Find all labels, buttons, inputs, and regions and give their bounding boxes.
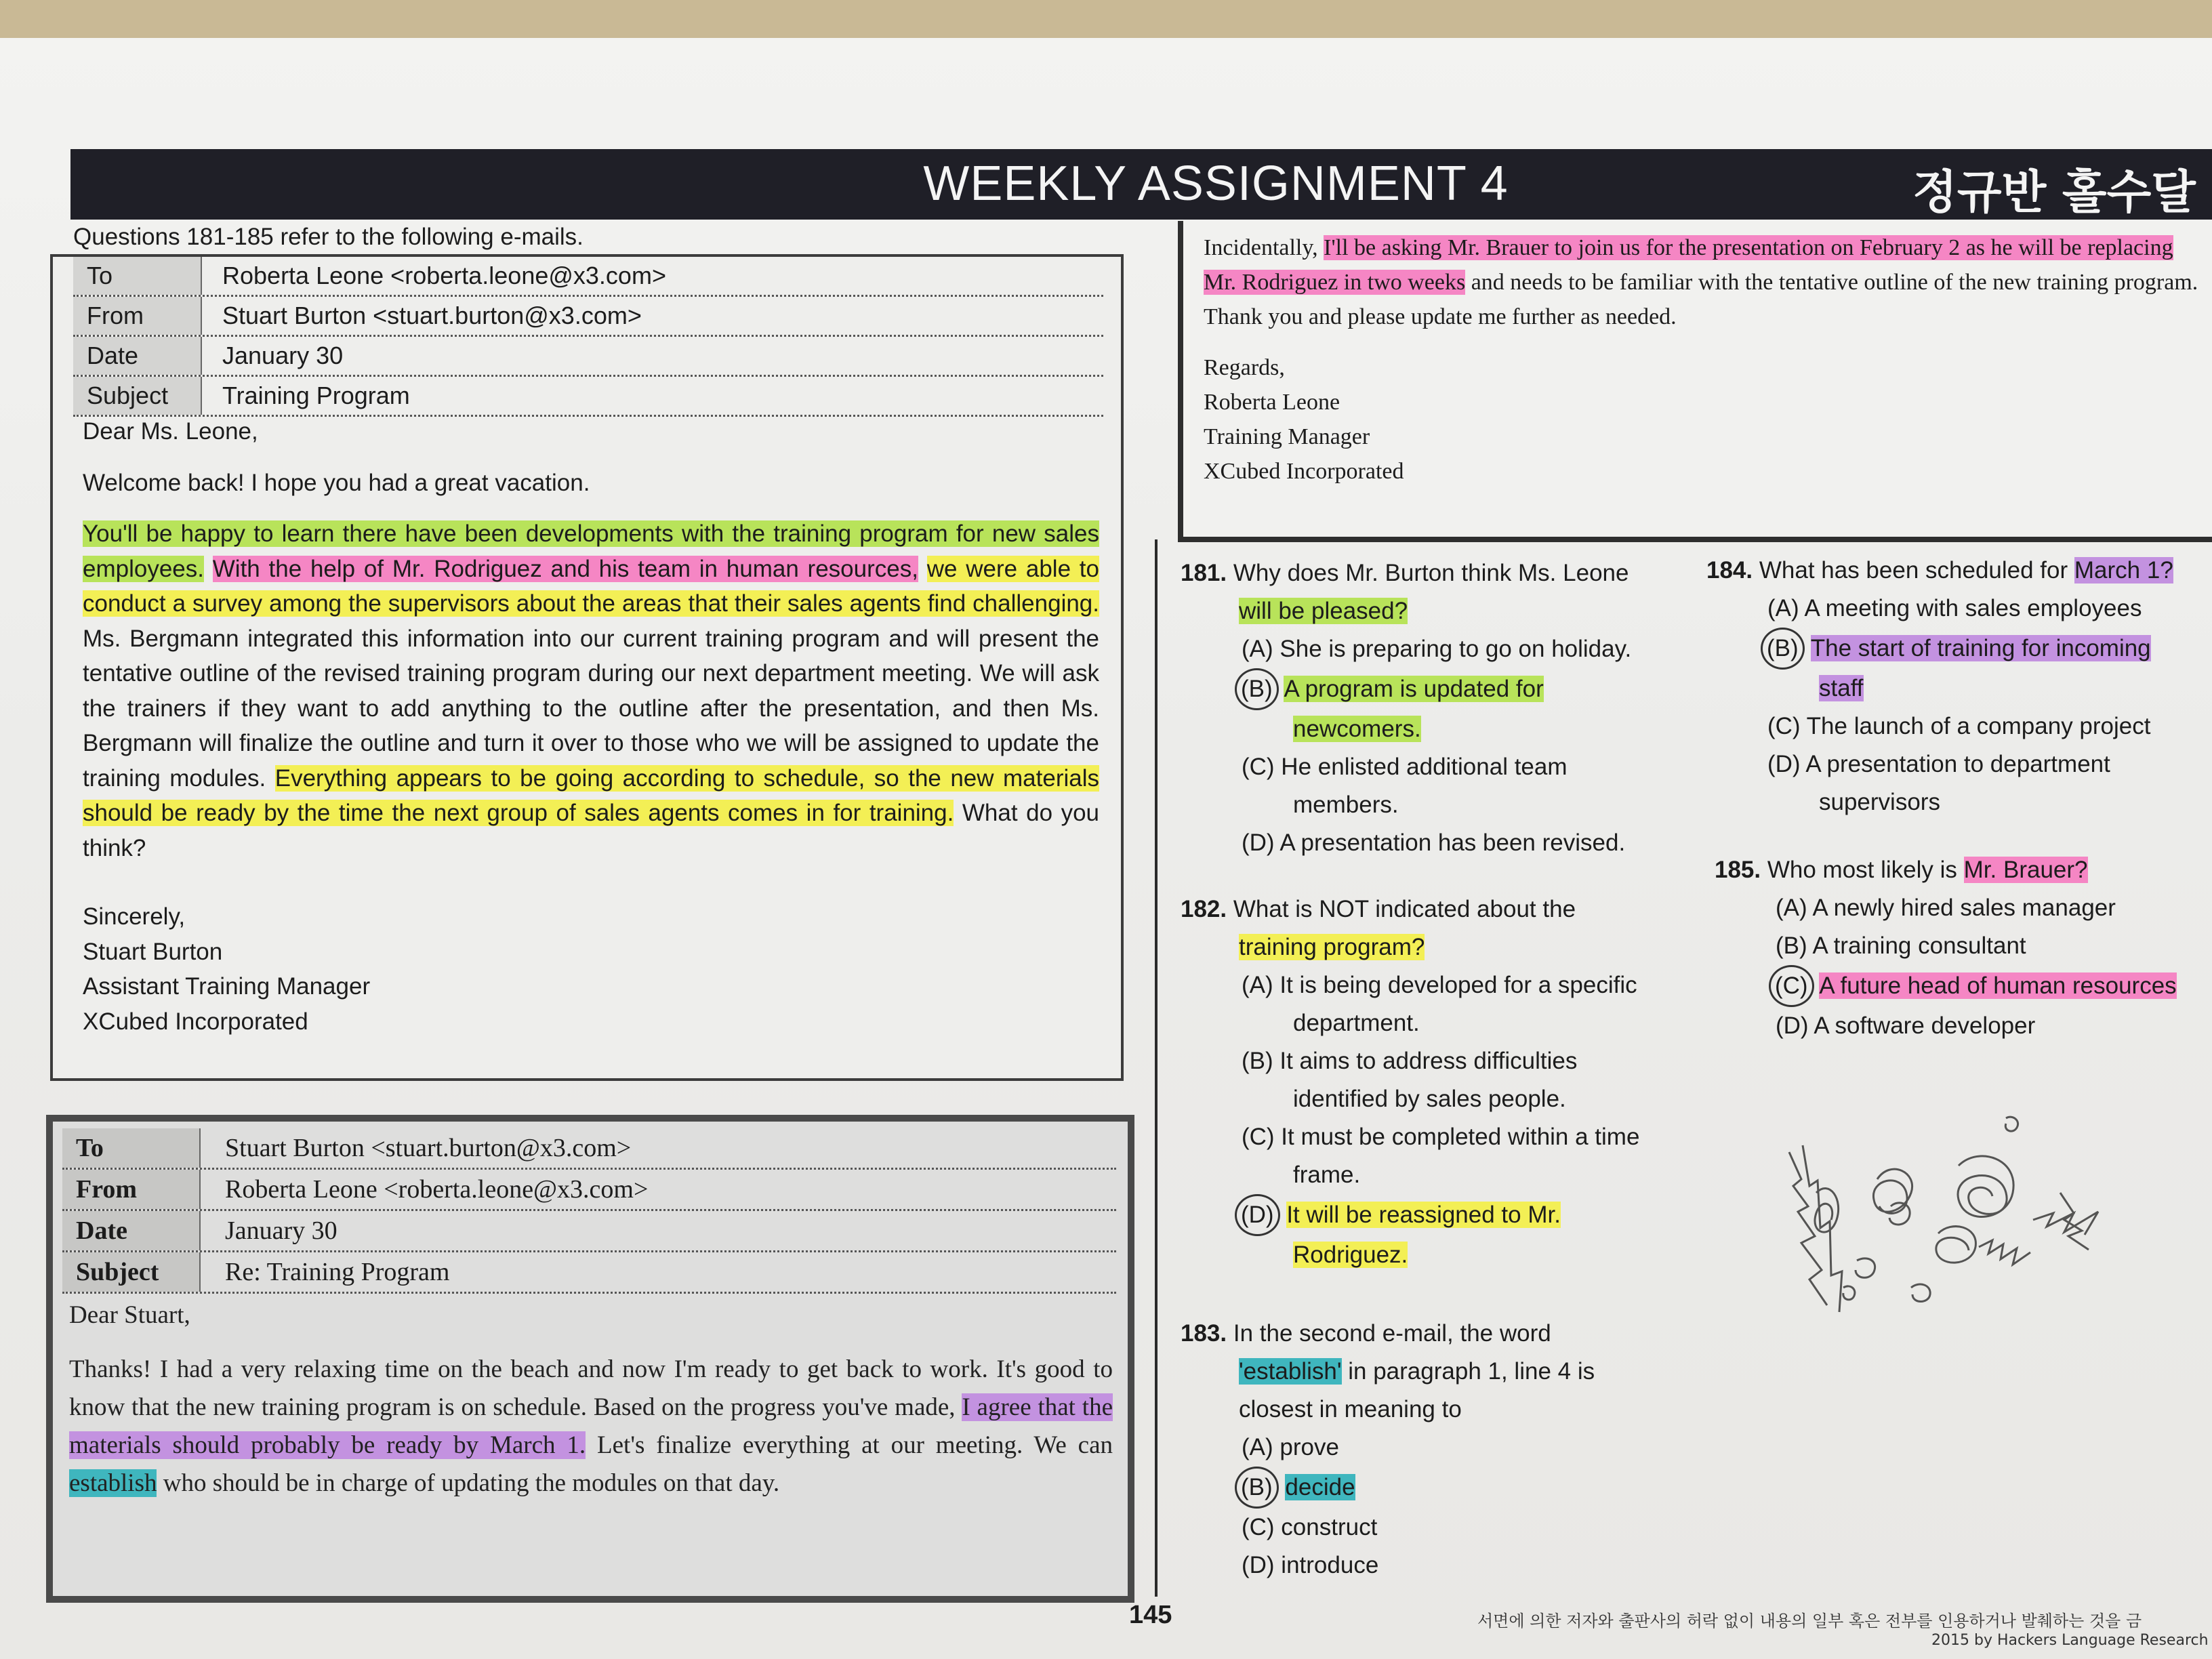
stem-text: Why does Mr. Burton think Ms. Leone <box>1233 560 1629 586</box>
option-text-wrap: department. <box>1293 1010 1420 1036</box>
from-value: Stuart Burton <stuart.burton@x3.com> <box>222 302 642 329</box>
email-2-header-table <box>62 1128 1116 1294</box>
banner-title: WEEKLY ASSIGNMENT 4 <box>923 157 1509 211</box>
option-c[interactable] <box>1776 965 2212 1007</box>
to-value: Stuart Burton <stuart.burton@x3.com> <box>225 1134 632 1162</box>
question-182-options <box>1181 966 1696 1274</box>
answer-circle: (B) <box>1235 1467 1279 1509</box>
column-divider <box>1155 539 1158 1597</box>
banner-subtitle: 정규반 홀수달 <box>1912 166 2196 220</box>
to-value: Roberta Leone <roberta.leone@x3.com> <box>222 262 666 289</box>
question-183-options <box>1181 1429 1696 1584</box>
email-1 <box>50 254 1124 1081</box>
email-2-subject-row <box>62 1252 1116 1294</box>
date-label: Date <box>62 1211 201 1250</box>
page-number: 145 <box>1129 1601 1172 1629</box>
highlight-pink: Mr. Brauer? <box>1963 857 2088 883</box>
plain-text: and needs to be familiar with the tentative outline of the new training program. <box>1471 270 2198 295</box>
assignment-banner <box>70 149 2212 220</box>
highlight-purple: I agree that the materials should probably be ready by March 1. <box>69 1393 1113 1459</box>
option-b[interactable]: (B) A training consultant <box>1776 933 2026 959</box>
option-text-wrap: members. <box>1293 792 1399 818</box>
highlight-yellow: training program? <box>1239 934 1425 960</box>
email-2-to-row <box>62 1128 1116 1170</box>
continuation-closing: Regards, <box>1204 355 1285 380</box>
copyright-line: 2015 by Hackers Language Research <box>1931 1632 2209 1649</box>
stem-text: closest in meaning to <box>1239 1396 1462 1422</box>
questions-intro: Questions 181-185 refer to the following e-mails. <box>73 224 583 250</box>
date-value: January 30 <box>225 1216 337 1245</box>
option-a[interactable]: (A) A meeting with sales employees <box>1767 595 2142 621</box>
stem-text: in paragraph 1, line 4 is <box>1348 1358 1595 1385</box>
question-181 <box>1181 554 1696 862</box>
email-1-to-row <box>73 257 1103 297</box>
question-number: 184. <box>1706 557 1753 583</box>
question-181-options <box>1181 630 1696 862</box>
option-d[interactable] <box>1767 745 2212 821</box>
continuation-paragraph-2: Thank you and please update me further as needed. <box>1204 304 1677 329</box>
highlight-yellow: It will be reassigned to Mr. <box>1286 1202 1561 1228</box>
question-185-options <box>1715 889 2212 1045</box>
highlight-green: will be pleased? <box>1239 598 1408 624</box>
highlight-purple: March 1? <box>2074 557 2173 583</box>
plain-text: Ms. Bergmann integrated this information into our current training program and will present the tentative outline of the revised training program during our next department meeting. We will ask the trainers if they want to add anything to the outline after the presentation, and then Ms. Bergmann will finalize the outline and turn it over to those who we will be assigned to update the training modules. <box>83 625 1099 792</box>
option-text: (D) A presentation to department <box>1767 751 2110 777</box>
email-1-signature-name: Stuart Burton <box>83 938 223 965</box>
email-1-paragraph-2 <box>83 516 1099 865</box>
email-2-greeting: Dear Stuart, <box>69 1301 190 1329</box>
plain-text: who should be in charge of updating the modules on that day. <box>163 1469 780 1497</box>
question-number: 183. <box>1181 1320 1227 1347</box>
option-d[interactable]: (D) A software developer <box>1776 1012 2036 1039</box>
email-2-date-row <box>62 1211 1116 1252</box>
answer-circle: (B) <box>1235 668 1279 710</box>
stem-text: Who most likely is <box>1767 857 1957 883</box>
email-1-closing: Sincerely, <box>83 903 186 930</box>
subject-label: Subject <box>62 1252 201 1292</box>
highlight-green: A program is updated for <box>1284 676 1544 702</box>
option-b[interactable] <box>1242 1042 1696 1118</box>
highlight-yellow: Everything appears to be going according to schedule, so the new materials should be ready by the time the next group of sales agents comes in for training. <box>83 764 1099 826</box>
plain-text: Let's finalize everything at our meeting. We can <box>597 1431 1113 1459</box>
option-b[interactable] <box>1242 1467 1696 1509</box>
highlight-yellow: Rodriguez. <box>1293 1242 1408 1268</box>
option-d[interactable] <box>1242 1194 1696 1274</box>
from-label: From <box>73 297 202 335</box>
subject-label: Subject <box>73 377 202 415</box>
option-c[interactable]: (C) The launch of a company project <box>1767 713 2151 739</box>
option-b[interactable] <box>1767 628 2212 708</box>
question-182 <box>1181 890 1696 1274</box>
option-text: (C) It must be completed within a time <box>1242 1124 1640 1150</box>
plain-text: Thanks! I had a very relaxing time on the beach and now I'm ready to get back to work. It's good to know that the new training program is on schedule. Based on the progress you've made, <box>69 1355 1113 1421</box>
highlight-teal: decide <box>1285 1474 1355 1500</box>
option-text-wrap: frame. <box>1293 1162 1361 1188</box>
option-c[interactable] <box>1242 748 1696 824</box>
question-184-stem <box>1706 552 2212 590</box>
highlight-pink: A future head of human resources <box>1819 972 2177 999</box>
email-1-date-row <box>73 337 1103 377</box>
pencil-scribble <box>1776 1111 2128 1342</box>
option-c[interactable]: (C) construct <box>1242 1514 1378 1540</box>
question-184 <box>1706 552 2212 821</box>
question-184-options <box>1706 590 2212 821</box>
question-number: 181. <box>1181 560 1227 586</box>
option-text: (B) It aims to address difficulties <box>1242 1048 1578 1074</box>
email-2 <box>46 1115 1134 1603</box>
question-181-stem <box>1181 554 1696 630</box>
option-text: (A) It is being developed for a specific <box>1242 972 1637 998</box>
continuation-signature-name: Roberta Leone <box>1204 390 1340 415</box>
question-185 <box>1715 851 2212 1045</box>
option-a[interactable]: (A) prove <box>1242 1434 1339 1460</box>
highlight-teal: 'establish' <box>1239 1358 1342 1385</box>
email-1-subject-row <box>73 377 1103 417</box>
subject-value: Training Program <box>222 382 410 409</box>
question-number: 185. <box>1715 857 1761 883</box>
continuation-paragraph <box>1204 230 2200 300</box>
plain-text: Incidentally, <box>1204 235 1318 260</box>
option-text: (C) He enlisted additional team <box>1242 754 1568 780</box>
option-a[interactable]: (A) She is preparing to go on holiday. <box>1242 636 1632 662</box>
email-1-signature-title: Assistant Training Manager <box>83 973 371 1000</box>
from-value: Roberta Leone <roberta.leone@x3.com> <box>225 1175 649 1204</box>
option-a[interactable] <box>1242 966 1696 1042</box>
question-185-stem <box>1715 851 2212 889</box>
email-1-header-table <box>73 257 1103 417</box>
question-number: 182. <box>1181 896 1227 922</box>
email-2-body <box>69 1296 1113 1502</box>
option-b[interactable] <box>1242 668 1696 748</box>
highlight-teal: establish <box>69 1469 157 1497</box>
answer-circle: (B) <box>1761 628 1805 670</box>
highlight-green: You'll be happy to learn there have been developments with the training program for new sales employees. <box>83 520 1099 582</box>
email-1-greeting: Dear Ms. Leone, <box>83 418 258 445</box>
stem-text: What is NOT indicated about the <box>1233 896 1576 922</box>
answer-circle: (D) <box>1235 1194 1280 1236</box>
email-1-body <box>83 414 1099 1039</box>
question-183 <box>1181 1315 1696 1584</box>
option-c[interactable] <box>1242 1118 1696 1194</box>
question-183-stem <box>1181 1315 1696 1429</box>
highlight-yellow: we were able to conduct a survey among the supervisors about the areas that their sales agents find challenging. <box>83 555 1099 617</box>
highlight-pink: I'll be asking Mr. Brauer to join us for the presentation on February 2 as he will be replacing Mr. Rodriguez in two weeks <box>1204 235 2173 295</box>
option-d[interactable]: (D) introduce <box>1242 1552 1379 1578</box>
option-d[interactable]: (D) A presentation has been revised. <box>1242 830 1626 856</box>
option-a[interactable]: (A) A newly hired sales manager <box>1776 895 2116 921</box>
answer-circle: (C) <box>1769 965 1814 1007</box>
email-2-from-row <box>62 1170 1116 1211</box>
from-label: From <box>62 1170 201 1209</box>
email-1-paragraph-1: Welcome back! I hope you had a great vacation. <box>83 469 590 496</box>
option-text-wrap: supervisors <box>1819 789 1940 815</box>
email-1-from-row <box>73 297 1103 337</box>
stem-text: In the second e-mail, the word <box>1233 1320 1551 1347</box>
plain-text: What do you think? <box>83 800 1100 861</box>
highlight-green: newcomers. <box>1293 716 1421 742</box>
date-label: Date <box>73 337 202 375</box>
email-1-signature-company: XCubed Incorporated <box>83 1008 308 1035</box>
highlight-purple: The start of training for incoming <box>1810 635 2151 661</box>
continuation-signature-company: XCubed Incorporated <box>1204 459 1404 484</box>
highlight-purple: staff <box>1819 675 1864 701</box>
email-2-continuation <box>1178 221 2212 542</box>
continuation-signature-title: Training Manager <box>1204 424 1370 449</box>
to-label: To <box>62 1128 201 1168</box>
copyright-notice: 서면에 의한 저자와 출판사의 허락 없이 내용의 일부 혹은 전부를 인용하거나 발췌하는 것을 금 <box>1477 1612 2142 1631</box>
question-182-stem <box>1181 890 1696 966</box>
stem-text: What has been scheduled for <box>1759 557 2068 583</box>
highlight-pink: With the help of Mr. Rodriguez and his team in human resources, <box>212 555 918 582</box>
email-2-paragraph-1 <box>69 1351 1113 1502</box>
date-value: January 30 <box>222 342 344 369</box>
continuation-body <box>1204 230 2200 489</box>
subject-value: Re: Training Program <box>225 1258 450 1286</box>
option-text-wrap: identified by sales people. <box>1293 1086 1566 1112</box>
to-label: To <box>73 257 202 295</box>
